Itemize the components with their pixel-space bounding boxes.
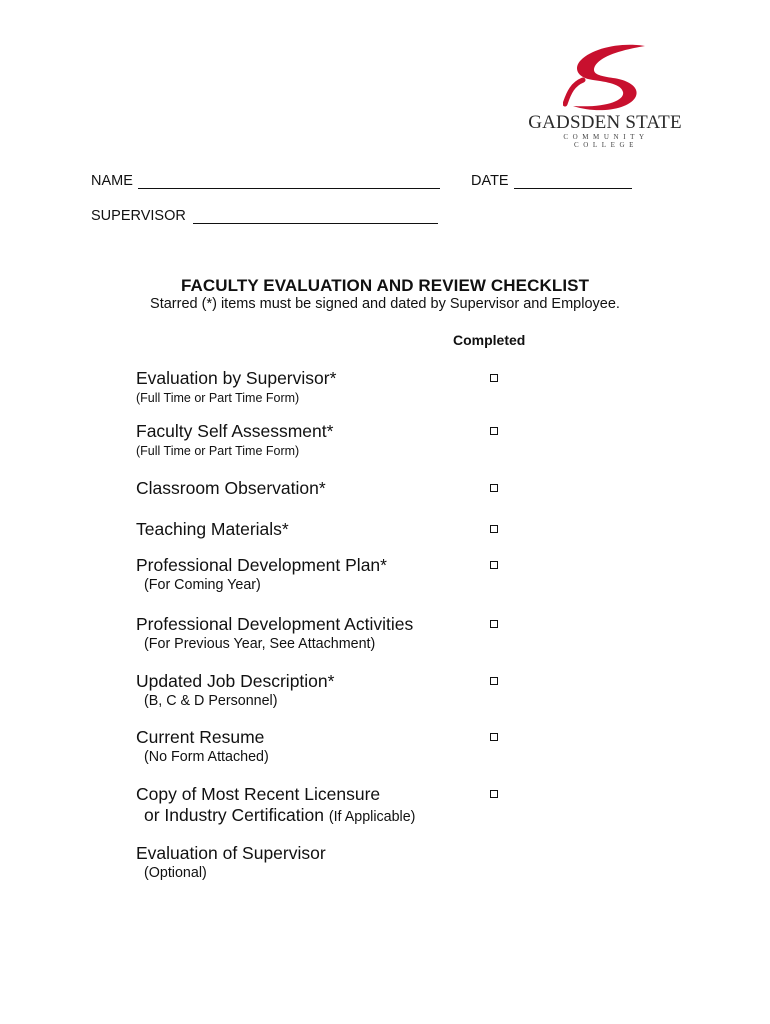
checklist-item-note: (If Applicable) bbox=[328, 809, 416, 825]
page-title: FACULTY EVALUATION AND REVIEW CHECKLIST bbox=[180, 276, 590, 295]
completed-checkbox-updated-job-description[interactable] bbox=[490, 677, 498, 685]
checklist-item-label: Evaluation of Supervisor bbox=[136, 843, 326, 863]
checklist-item-licensure-certification bbox=[136, 784, 476, 826]
checklist-item-label: Classroom Observation* bbox=[136, 478, 326, 498]
checklist-item-faculty-self-assessment bbox=[136, 421, 476, 460]
completed-checkbox-teaching-materials[interactable] bbox=[490, 525, 498, 533]
checklist-item-note: (For Coming Year) bbox=[144, 577, 261, 593]
checklist-item-professional-development-plan bbox=[136, 555, 476, 594]
checklist-item-label: Updated Job Description* bbox=[136, 671, 335, 691]
checklist-item-note: (Full Time or Part Time Form) bbox=[136, 391, 300, 405]
completed-checkbox-professional-development-activities[interactable] bbox=[490, 620, 498, 628]
checklist-item-label: Evaluation by Supervisor* bbox=[136, 368, 337, 388]
completed-checkbox-professional-development-plan[interactable] bbox=[490, 561, 498, 569]
checklist-item-updated-job-description bbox=[136, 671, 476, 710]
checklist-item-label: Faculty Self Assessment* bbox=[136, 421, 334, 441]
checklist-item-teaching-materials bbox=[136, 519, 476, 540]
completed-checkbox-current-resume[interactable] bbox=[490, 733, 498, 741]
checklist-item-professional-development-activities bbox=[136, 614, 476, 653]
checklist-item-evaluation-of-supervisor bbox=[136, 843, 476, 882]
completed-checkbox-licensure-certification[interactable] bbox=[490, 790, 498, 798]
name-label: NAME bbox=[91, 173, 133, 189]
completed-checkbox-evaluation-by-supervisor[interactable] bbox=[490, 374, 498, 382]
checklist-item-classroom-observation bbox=[136, 478, 476, 499]
checklist-item-note: (For Previous Year, See Attachment) bbox=[144, 636, 376, 652]
completed-column-header: Completed bbox=[453, 332, 526, 348]
gadsden-swoosh-logo-icon bbox=[563, 44, 647, 112]
page-subtitle: Starred (*) items must be signed and dated by Supervisor and Employee. bbox=[150, 296, 620, 312]
completed-checkbox-classroom-observation[interactable] bbox=[490, 484, 498, 492]
checklist-item-note: (Optional) bbox=[144, 865, 207, 881]
supervisor-label: SUPERVISOR bbox=[91, 208, 186, 224]
checklist-item-current-resume bbox=[136, 727, 476, 766]
college-logo bbox=[527, 44, 683, 149]
supervisor-field[interactable] bbox=[193, 223, 438, 224]
checklist-item-note: (No Form Attached) bbox=[144, 749, 269, 765]
checklist-item-label: Teaching Materials* bbox=[136, 519, 289, 539]
checklist-item-label: Professional Development Activities bbox=[136, 614, 414, 634]
checklist-item-label-line2 bbox=[136, 805, 476, 826]
checklist-item-evaluation-by-supervisor bbox=[136, 368, 476, 407]
checklist-item-label: Professional Development Plan* bbox=[136, 555, 387, 575]
checklist-item-label-continued: or Industry Certification bbox=[144, 805, 324, 825]
checklist-item-label: Copy of Most Recent Licensure bbox=[136, 784, 381, 804]
name-field[interactable] bbox=[138, 188, 440, 189]
date-label: DATE bbox=[471, 173, 509, 189]
completed-checkbox-faculty-self-assessment[interactable] bbox=[490, 427, 498, 435]
date-field[interactable] bbox=[514, 188, 632, 189]
checklist-item-note: (Full Time or Part Time Form) bbox=[136, 444, 300, 458]
logo-college-name: GADSDEN STATE bbox=[528, 112, 682, 133]
logo-college-subtitle: COMMUNITY COLLEGE bbox=[563, 133, 649, 149]
checklist-item-label: Current Resume bbox=[136, 727, 265, 747]
checklist-item-note: (B, C & D Personnel) bbox=[144, 693, 278, 709]
